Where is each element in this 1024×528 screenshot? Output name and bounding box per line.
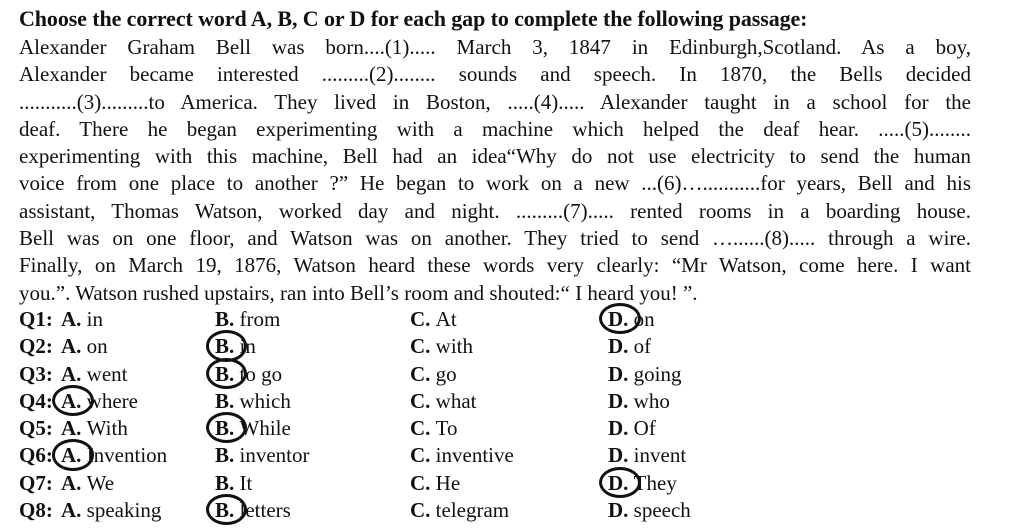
option-text: telegram: [435, 498, 510, 523]
question-number: Q3:: [19, 361, 53, 386]
passage-line: Bell was on one floor, and Watson was on another. They tried to send …......(8)..... through a wire.: [19, 226, 971, 251]
option-text: Of: [633, 416, 656, 441]
option-letter: D.: [608, 443, 629, 468]
answer-circle-mark: [206, 358, 247, 389]
option-letter: C.: [410, 443, 431, 468]
option-letter: D.: [608, 388, 629, 413]
passage-line: Alexander became interested .........(2)........ sounds and speech. In 1870, the Bells decided: [19, 62, 971, 87]
option-letter: C.: [410, 416, 431, 441]
passage-line: experimenting with this machine, Bell had an idea“Why do not use electricity to send the human: [19, 144, 971, 169]
answer-option-c[interactable]: [410, 415, 458, 442]
option-text: inventor: [239, 443, 310, 468]
question-number: Q1:: [19, 307, 53, 331]
option-text: what: [435, 388, 477, 413]
option-text: While: [239, 416, 291, 441]
answer-option-a[interactable]: [61, 306, 103, 333]
option-text: To: [435, 416, 458, 441]
option-letter: A.: [61, 307, 82, 331]
answer-option-b[interactable]: [215, 306, 280, 333]
option-text: on: [633, 307, 655, 331]
option-letter: D.: [608, 334, 629, 359]
answer-option-a[interactable]: [61, 333, 108, 360]
answer-option-a[interactable]: [61, 361, 128, 388]
question-row: [19, 442, 1019, 469]
option-text: who: [633, 388, 670, 413]
option-letter: B.: [215, 443, 235, 468]
passage-line: assistant, Thomas Watson, worked day and night. .........(7)..... rented rooms in a boarding house.: [19, 198, 971, 223]
option-letter: B.: [215, 498, 235, 523]
answer-option-c[interactable]: [410, 361, 457, 388]
passage-line: you.”. Watson rushed upstairs, ran into Bell’s room and shouted:“ I heard you! ”.: [19, 280, 698, 305]
option-text: speaking: [86, 498, 162, 523]
option-letter: C.: [410, 361, 431, 386]
option-letter: C.: [410, 307, 431, 331]
option-text: of: [633, 334, 652, 359]
option-text: invent: [633, 443, 687, 468]
option-text: With: [86, 416, 128, 441]
option-letter: A.: [61, 443, 82, 468]
question-number: Q2:: [19, 334, 53, 359]
option-text: went: [86, 361, 128, 386]
answer-option-a[interactable]: [61, 470, 114, 497]
option-letter: D.: [608, 498, 629, 523]
option-text: going: [633, 361, 682, 386]
answer-option-c[interactable]: [410, 306, 457, 333]
option-text: At: [435, 307, 457, 331]
option-text: Invention: [86, 443, 168, 468]
answer-option-d[interactable]: [608, 388, 670, 415]
option-text: in: [239, 334, 256, 359]
option-letter: B.: [215, 334, 235, 359]
option-text: We: [86, 470, 115, 495]
answer-option-c[interactable]: [410, 497, 509, 524]
question-row: [19, 470, 1019, 497]
option-text: speech: [633, 498, 691, 523]
answer-option-b[interactable]: [215, 388, 291, 415]
answer-option-c[interactable]: [410, 388, 477, 415]
answer-option-d[interactable]: [608, 333, 651, 360]
option-letter: D.: [608, 416, 629, 441]
option-text: They: [633, 470, 677, 495]
answer-option-d[interactable]: [608, 361, 682, 388]
option-letter: A.: [61, 388, 82, 413]
option-letter: B.: [215, 361, 235, 386]
question-list: [19, 306, 1019, 524]
option-letter: B.: [215, 388, 235, 413]
option-letter: D.: [608, 361, 629, 386]
option-letter: C.: [410, 498, 431, 523]
passage-line: voice from one place to another ?” He began to work on a new ...(6)…...........for years, Bell and his: [19, 171, 971, 196]
question-row: [19, 306, 1019, 333]
answer-circle-mark: [206, 330, 247, 361]
option-text: He: [435, 470, 461, 495]
answer-option-c[interactable]: [410, 470, 460, 497]
question-row: [19, 388, 1019, 415]
option-letter: A.: [61, 361, 82, 386]
option-text: letters: [239, 498, 291, 523]
option-letter: B.: [215, 307, 235, 331]
option-letter: D.: [608, 470, 629, 495]
passage-line: deaf. There he began experimenting with a machine which helped the deaf hear. .....(5)........: [19, 116, 971, 141]
passage-line: ...........(3).........to America. They lived in Boston, .....(4)..... Alexander taught in a school for the: [19, 89, 971, 114]
option-text: from: [239, 307, 281, 331]
question-number: Q4:: [19, 388, 53, 413]
option-letter: A.: [61, 498, 82, 523]
reading-passage: [19, 34, 971, 307]
option-text: on: [86, 334, 108, 359]
question-number: Q6:: [19, 443, 53, 468]
answer-option-c[interactable]: [410, 333, 473, 360]
option-text: with: [435, 334, 474, 359]
option-letter: C.: [410, 388, 431, 413]
option-letter: A.: [61, 470, 82, 495]
instructions-heading: Choose the correct word A, B, C or D for each gap to complete the following passage:: [19, 6, 808, 31]
question-row: [19, 361, 1019, 388]
option-letter: D.: [608, 307, 629, 331]
option-letter: B.: [215, 470, 235, 495]
answer-option-a[interactable]: [61, 415, 128, 442]
option-letter: C.: [410, 470, 431, 495]
option-text: in: [86, 307, 104, 331]
option-text: to go: [239, 361, 283, 386]
answer-option-c[interactable]: [410, 442, 514, 469]
question-number: Q8:: [19, 498, 53, 523]
option-letter: A.: [61, 334, 82, 359]
option-letter: B.: [215, 416, 235, 441]
option-letter: C.: [410, 334, 431, 359]
answer-option-d[interactable]: [608, 442, 686, 469]
answer-option-b[interactable]: [215, 470, 252, 497]
answer-option-b[interactable]: [215, 442, 310, 469]
answer-option-d[interactable]: [608, 497, 691, 524]
option-text: go: [435, 361, 457, 386]
answer-option-a[interactable]: [61, 497, 161, 524]
question-row: [19, 415, 1019, 442]
option-text: inventive: [435, 443, 514, 468]
option-text: where: [86, 388, 138, 413]
question-row: [19, 333, 1019, 360]
question-row: [19, 497, 1019, 524]
answer-circle-mark: [52, 439, 94, 470]
passage-line: Finally, on March 19, 1876, Watson heard these words very clearly: “Mr Watson, come here. I want: [19, 253, 971, 278]
answer-option-d[interactable]: [608, 415, 656, 442]
option-text: It: [239, 470, 253, 495]
question-number: Q5:: [19, 416, 53, 441]
option-letter: A.: [61, 416, 82, 441]
question-number: Q7:: [19, 470, 53, 495]
option-text: which: [239, 388, 291, 413]
passage-line: Alexander Graham Bell was born....(1)..... March 3, 1847 in Edinburgh,Scotland. As a boy,: [19, 35, 971, 59]
